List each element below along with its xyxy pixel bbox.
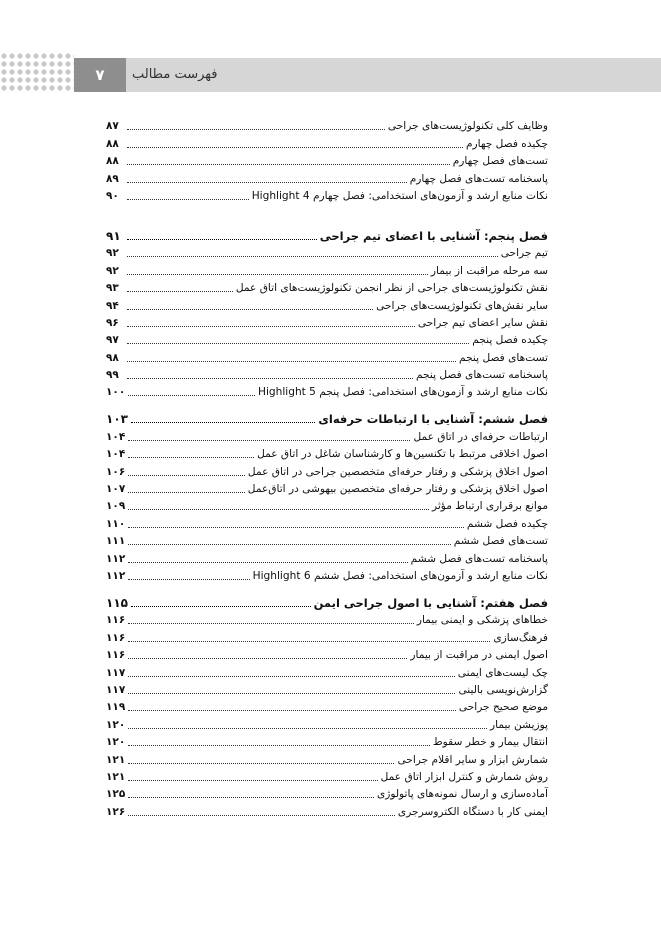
toc-entry[interactable] <box>106 278 548 295</box>
header-page-number: ۷ <box>74 58 126 92</box>
toc-entry[interactable] <box>106 295 548 312</box>
dot-leader <box>127 239 317 240</box>
toc-page-number: ۹۳ <box>106 282 119 295</box>
toc-entry[interactable] <box>106 426 548 443</box>
dot-leader <box>128 562 407 563</box>
dot-leader <box>128 745 430 746</box>
toc-entry[interactable] <box>106 313 548 330</box>
dot-leader <box>128 492 245 493</box>
dot-leader <box>127 274 428 275</box>
toc-entry[interactable] <box>106 680 548 697</box>
toc-page-number: ۹۴ <box>106 299 119 312</box>
toc-page-number: ۱۱۰ <box>106 517 126 530</box>
toc-page-number: ۹۶ <box>106 316 119 329</box>
toc-entry-title: اصول ایمنی در مراقبت از بیمار <box>410 649 548 662</box>
toc-entry[interactable] <box>106 461 548 478</box>
dot-leader <box>131 606 311 607</box>
dot-leader <box>128 527 464 528</box>
toc-page-number: ۱۰۳ <box>106 412 128 427</box>
toc-page-number: ۱۲۰ <box>106 736 126 749</box>
dot-leader <box>128 623 414 624</box>
toc-entry-title: روش شمارش و کنترل ابزار اتاق عمل <box>380 770 548 783</box>
toc-entry[interactable] <box>106 330 548 347</box>
dot-leader <box>127 343 469 344</box>
dot-leader <box>128 475 245 476</box>
dot-leader <box>131 422 315 423</box>
toc-page-number: ۹۸ <box>106 351 119 364</box>
table-of-contents <box>106 116 548 819</box>
toc-entry-title: تست‌های فصل ششم <box>453 535 548 548</box>
dot-leader <box>127 199 249 200</box>
toc-entry-title: سایر نقش‌های تکنولوژیست‌های جراحی <box>376 299 548 312</box>
toc-entry[interactable] <box>106 444 548 461</box>
dot-leader <box>128 641 490 642</box>
toc-entry[interactable] <box>106 133 548 150</box>
toc-entry-title: فصل پنجم: آشنایی با اعضای تیم جراحی <box>319 228 548 243</box>
toc-chapter-heading[interactable] <box>106 203 548 243</box>
toc-entry-title: ایمنی کار با دستگاه الکتروسرجری <box>397 805 548 818</box>
toc-entry[interactable] <box>106 531 548 548</box>
toc-page-number: ۹۷ <box>106 334 119 347</box>
toc-entry-title: فصل ششم: آشنایی با ارتباطات حرفه‌ای <box>318 412 548 427</box>
header-title: فهرست مطالب <box>132 67 218 82</box>
toc-page-number: ۱۰۴ <box>106 430 126 443</box>
toc-entry[interactable] <box>106 645 548 662</box>
toc-page-number: ۸۸ <box>106 137 119 150</box>
toc-page-number: ۱۰۴ <box>106 448 126 461</box>
toc-entry-title: ارتباطات حرفه‌ای در اتاق عمل <box>413 430 548 443</box>
toc-entry-title: آماده‌سازی و ارسال نمونه‌های پاتولوژی <box>376 788 548 801</box>
toc-entry-title: فصل هفتم: آشنایی با اصول جراحی ایمن <box>313 595 548 610</box>
toc-entry-title: اصول اخلاق پزشکی و رفتار حرفه‌ای متخصصین بیهوشی در اتاق‌عمل <box>247 483 548 496</box>
toc-entry-title: نکات منابع ارشد و آزمون‌های استخدامی: فصل ششم Highlight 6 <box>252 569 548 582</box>
dot-leader <box>127 378 413 379</box>
toc-entry-title: چکیده فصل پنجم <box>472 334 548 347</box>
toc-entry[interactable] <box>106 767 548 784</box>
toc-entry-title: انتقال بیمار و خطر سقوط <box>432 736 548 749</box>
dot-leader <box>127 256 498 257</box>
dot-leader <box>128 728 487 729</box>
toc-entry[interactable] <box>106 116 548 133</box>
toc-page-number: ۱۱۶ <box>106 614 126 627</box>
toc-entry[interactable] <box>106 151 548 168</box>
toc-page-number: ۱۰۶ <box>106 465 126 478</box>
header-dot-pattern <box>0 52 74 92</box>
dot-leader <box>127 182 407 183</box>
dot-leader <box>128 509 429 510</box>
toc-page-number: ۱۲۶ <box>106 805 126 818</box>
toc-entry[interactable] <box>106 243 548 260</box>
toc-page-number: ۱۲۵ <box>106 788 126 801</box>
toc-page-number: ۹۱ <box>106 228 121 243</box>
toc-entry[interactable] <box>106 513 548 530</box>
toc-entry-title: موضع صحیح جراحی <box>458 701 548 714</box>
toc-page-number: ۱۱۶ <box>106 649 126 662</box>
toc-page-number: ۱۲۱ <box>106 770 126 783</box>
toc-entry-title: شمارش ابزار و سایر اقلام جراحی <box>397 753 548 766</box>
toc-chapter-heading[interactable] <box>106 583 548 610</box>
toc-entry-title: پاسخنامه تست‌های فصل ششم <box>410 552 548 565</box>
dot-leader <box>128 710 456 711</box>
toc-entry[interactable] <box>106 382 548 399</box>
toc-page-number: ۱۲۱ <box>106 753 126 766</box>
toc-entry[interactable] <box>106 168 548 185</box>
toc-entry-title: نقش سایر اعضای تیم جراحی <box>417 316 548 329</box>
toc-page-number: ۹۲ <box>106 264 119 277</box>
toc-page-number: ۸۹ <box>106 172 119 185</box>
toc-entry[interactable] <box>106 697 548 714</box>
dot-leader <box>127 291 233 292</box>
dot-leader <box>128 457 254 458</box>
toc-entry-title: پوزیشن بیمار <box>490 718 548 731</box>
toc-chapter-heading[interactable] <box>106 399 548 426</box>
toc-entry-title: پاسخنامه تست‌های فصل پنجم <box>416 369 548 382</box>
toc-entry[interactable] <box>106 365 548 382</box>
toc-page-number: ۱۰۰ <box>106 386 126 399</box>
toc-entry-title: تست‌های فصل پنجم <box>459 351 548 364</box>
toc-entry-title: سه مرحله مراقبت از بیمار <box>430 264 548 277</box>
toc-entry-title: چکیده فصل چهارم <box>465 137 548 150</box>
toc-entry-title: چک لیست‌های ایمنی <box>457 666 548 679</box>
toc-page-number: ۱۱۷ <box>106 666 126 679</box>
toc-entry[interactable] <box>106 801 548 818</box>
toc-entry-title: گزارش‌نویسی بالینی <box>458 683 548 696</box>
toc-page-number: ۱۲۰ <box>106 718 126 731</box>
dot-leader <box>128 579 249 580</box>
toc-entry-title: چکیده فصل ششم <box>466 517 548 530</box>
toc-entry-title: تیم جراحی <box>500 247 548 260</box>
toc-page-number: ۹۹ <box>106 369 119 382</box>
toc-entry[interactable] <box>106 347 548 364</box>
dot-leader <box>128 395 255 396</box>
toc-page-number: ۱۱۲ <box>106 569 126 582</box>
toc-page-number: ۸۷ <box>106 120 119 133</box>
toc-entry-title: نکات منابع ارشد و آزمون‌های استخدامی: فصل پنجم Highlight 5 <box>257 386 548 399</box>
toc-entry[interactable] <box>106 479 548 496</box>
toc-page-number: ۱۱۵ <box>106 595 128 610</box>
dot-leader <box>128 676 455 677</box>
toc-page-number: ۱۱۲ <box>106 552 126 565</box>
dot-leader <box>128 693 455 694</box>
toc-page-number: ۱۱۶ <box>106 631 126 644</box>
toc-entry[interactable] <box>106 784 548 801</box>
toc-entry[interactable] <box>106 186 548 203</box>
toc-entry-title: نکات منابع ارشد و آزمون‌های استخدامی: فصل چهارم Highlight 4 <box>251 189 548 202</box>
dot-leader <box>128 544 450 545</box>
toc-entry[interactable] <box>106 566 548 583</box>
dot-leader <box>128 440 410 441</box>
dot-leader <box>127 164 450 165</box>
toc-entry-title: فرهنگ‌سازی <box>493 631 548 644</box>
toc-entry[interactable] <box>106 749 548 766</box>
toc-entry[interactable] <box>106 732 548 749</box>
toc-entry-title: اصول اخلاق پزشکی و رفتار حرفه‌ای متخصصین جراحی در اتاق عمل <box>247 465 548 478</box>
dot-leader <box>127 361 456 362</box>
toc-entry[interactable] <box>106 260 548 277</box>
toc-entry-title: موانع برقراری ارتباط مؤثر <box>431 500 548 513</box>
dot-leader <box>128 658 407 659</box>
toc-page-number: ۱۱۱ <box>106 535 126 548</box>
toc-entry-title: اصول اخلاقی مرتبط با تکنسین‌ها و کارشناسان شاغل در اتاق عمل <box>257 448 548 461</box>
toc-page-number: ۱۰۷ <box>106 483 126 496</box>
toc-entry-title: خطاهای پزشکی و ایمنی بیمار <box>416 614 548 627</box>
toc-entry[interactable] <box>106 627 548 644</box>
toc-entry-title: تست‌های فصل چهارم <box>452 155 548 168</box>
toc-entry-title: پاسخنامه تست‌های فصل چهارم <box>409 172 548 185</box>
dot-leader <box>127 147 463 148</box>
dot-leader <box>127 326 415 327</box>
dot-leader <box>128 780 377 781</box>
toc-entry[interactable] <box>106 662 548 679</box>
toc-entry[interactable] <box>106 714 548 731</box>
toc-entry-title: نقش تکنولوژیست‌های جراحی از نظر انجمن تکنولوژیست‌های اتاق عمل <box>235 282 548 295</box>
dot-leader <box>128 815 395 816</box>
dot-leader <box>128 797 374 798</box>
toc-entry[interactable] <box>106 548 548 565</box>
dot-leader <box>128 763 394 764</box>
dot-leader <box>127 309 373 310</box>
toc-entry[interactable] <box>106 610 548 627</box>
toc-page-number: ۱۱۷ <box>106 683 126 696</box>
toc-page-number: ۱۱۹ <box>106 701 126 714</box>
dot-leader <box>127 129 385 130</box>
toc-page-number: ۹۲ <box>106 247 119 260</box>
toc-entry[interactable] <box>106 496 548 513</box>
toc-entry-title: وظایف کلی تکنولوژیست‌های جراحی <box>387 120 548 133</box>
toc-page-number: ۱۰۹ <box>106 500 126 513</box>
toc-page-number: ۹۰ <box>106 189 119 202</box>
toc-page-number: ۸۸ <box>106 155 119 168</box>
